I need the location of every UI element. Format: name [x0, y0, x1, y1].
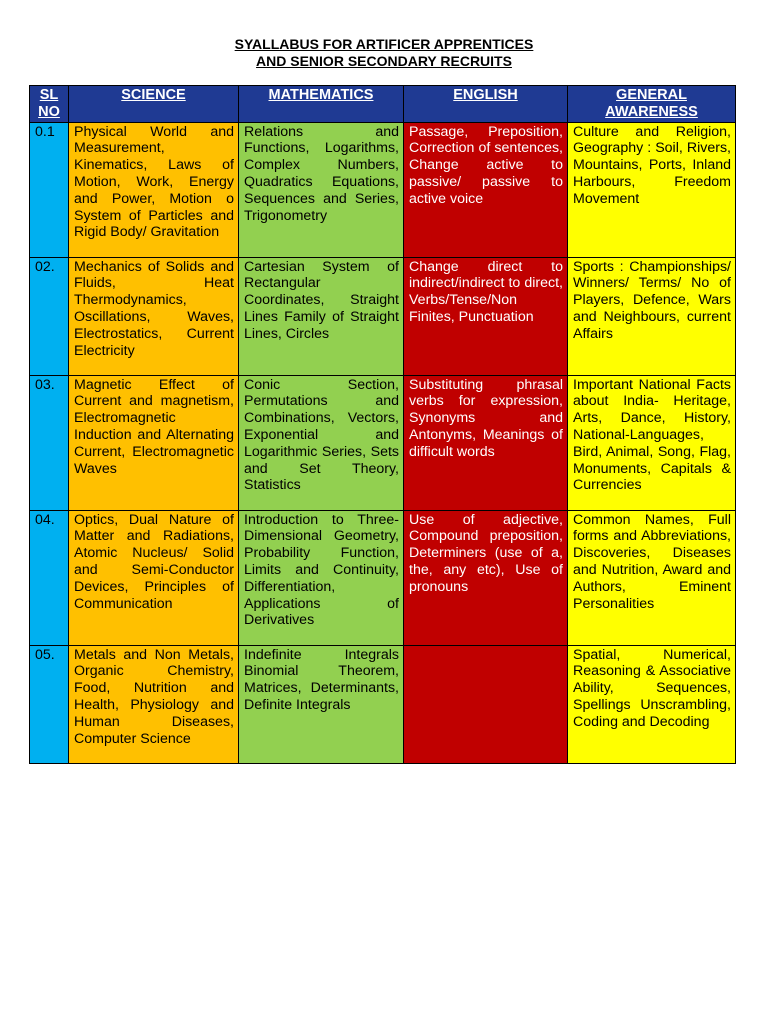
- science-topics: Magnetic Effect of Current and magnetism, Electromagnetic Induction and Alternating Current, Electromagnetic Waves: [69, 375, 239, 510]
- science-topics: Physical World and Measurement, Kinematics, Laws of Motion, Work, Energy and Power, Motion o System of Particles and Rigid Body/ Gravitation: [69, 122, 239, 257]
- row-sl-no: 04.: [30, 510, 69, 645]
- general-awareness-topics: Culture and Religion, Geography : Soil, Rivers, Mountains, Ports, Inland Harbours, Freedom Movement: [568, 122, 736, 257]
- mathematics-topics: Relations and Functions, Logarithms, Complex Numbers, Quadratics Equations, Sequences and Series, Trigonometry: [239, 122, 404, 257]
- title-line-1: SYALLABUS FOR ARTIFICER APPRENTICES: [234, 36, 534, 52]
- mathematics-topics: Cartesian System of Rectangular Coordinates, Straight Lines Family of Straight Lines, Circles: [239, 257, 404, 375]
- english-topics: Change direct to indirect/indirect to direct, Verbs/Tense/Non Finites, Punctuation: [404, 257, 568, 375]
- general-awareness-topics: Important National Facts about India- Heritage, Arts, Dance, History, National-Languages, Bird, Animal, Song, Flag, Monuments, Capitals & Currencies: [568, 375, 736, 510]
- document-title: [0, 36, 768, 70]
- science-topics: Optics, Dual Nature of Matter and Radiations, Atomic Nucleus/ Solid and Semi-Conductor Devices, Principles of Communication: [69, 510, 239, 645]
- general-awareness-topics: Sports : Championships/ Winners/ Terms/ No of Players, Defence, Wars and Neighbours, current Affairs: [568, 257, 736, 375]
- mathematics-topics: Introduction to Three- Dimensional Geometry, Probability Function, Limits and Continuity, Differentiation, Applications of Derivatives: [239, 510, 404, 645]
- english-topics: Passage, Preposition, Correction of sentences, Change active to passive/ passive to active voice: [404, 122, 568, 257]
- header-general-awareness: GENERAL AWARENESS: [568, 86, 736, 123]
- table-row: [30, 510, 736, 645]
- title-line-2: AND SENIOR SECONDARY RECRUITS: [256, 53, 512, 69]
- syllabus-table: [29, 85, 736, 764]
- science-topics: Metals and Non Metals, Organic Chemistry, Food, Nutrition and Health, Physiology and Human Diseases, Computer Science: [69, 645, 239, 763]
- mathematics-topics: Indefinite Integrals Binomial Theorem, Matrices, Determinants, Definite Integrals: [239, 645, 404, 763]
- row-sl-no: 05.: [30, 645, 69, 763]
- table-row: [30, 645, 736, 763]
- row-sl-no: 02.: [30, 257, 69, 375]
- header-sl-no: SL NO: [30, 86, 69, 123]
- table-row: [30, 122, 736, 257]
- general-awareness-topics: Spatial, Numerical, Reasoning & Associative Ability, Sequences, Spellings Unscrambling, Coding and Decoding: [568, 645, 736, 763]
- science-topics: Mechanics of Solids and Fluids, Heat Thermodynamics, Oscillations, Waves, Electrostatics, Current Electricity: [69, 257, 239, 375]
- header-mathematics: MATHEMATICS: [239, 86, 404, 123]
- english-topics: Use of adjective, Compound preposition, Determiners (use of a, the, any etc), Use of pronouns: [404, 510, 568, 645]
- row-sl-no: 0.1: [30, 122, 69, 257]
- header-science: SCIENCE: [69, 86, 239, 123]
- header-english: ENGLISH: [404, 86, 568, 123]
- english-topics: [404, 645, 568, 763]
- table-row: [30, 375, 736, 510]
- general-awareness-topics: Common Names, Full forms and Abbreviations, Discoveries, Diseases and Nutrition, Award and Authors, Eminent Personalities: [568, 510, 736, 645]
- mathematics-topics: Conic Section, Permutations and Combinations, Vectors, Exponential and Logarithmic Series, Sets and Set Theory, Statistics: [239, 375, 404, 510]
- table-header-row: [30, 86, 736, 123]
- row-sl-no: 03.: [30, 375, 69, 510]
- table-row: [30, 257, 736, 375]
- english-topics: Substituting phrasal verbs for expression, Synonyms and Antonyms, Meanings of difficult words: [404, 375, 568, 510]
